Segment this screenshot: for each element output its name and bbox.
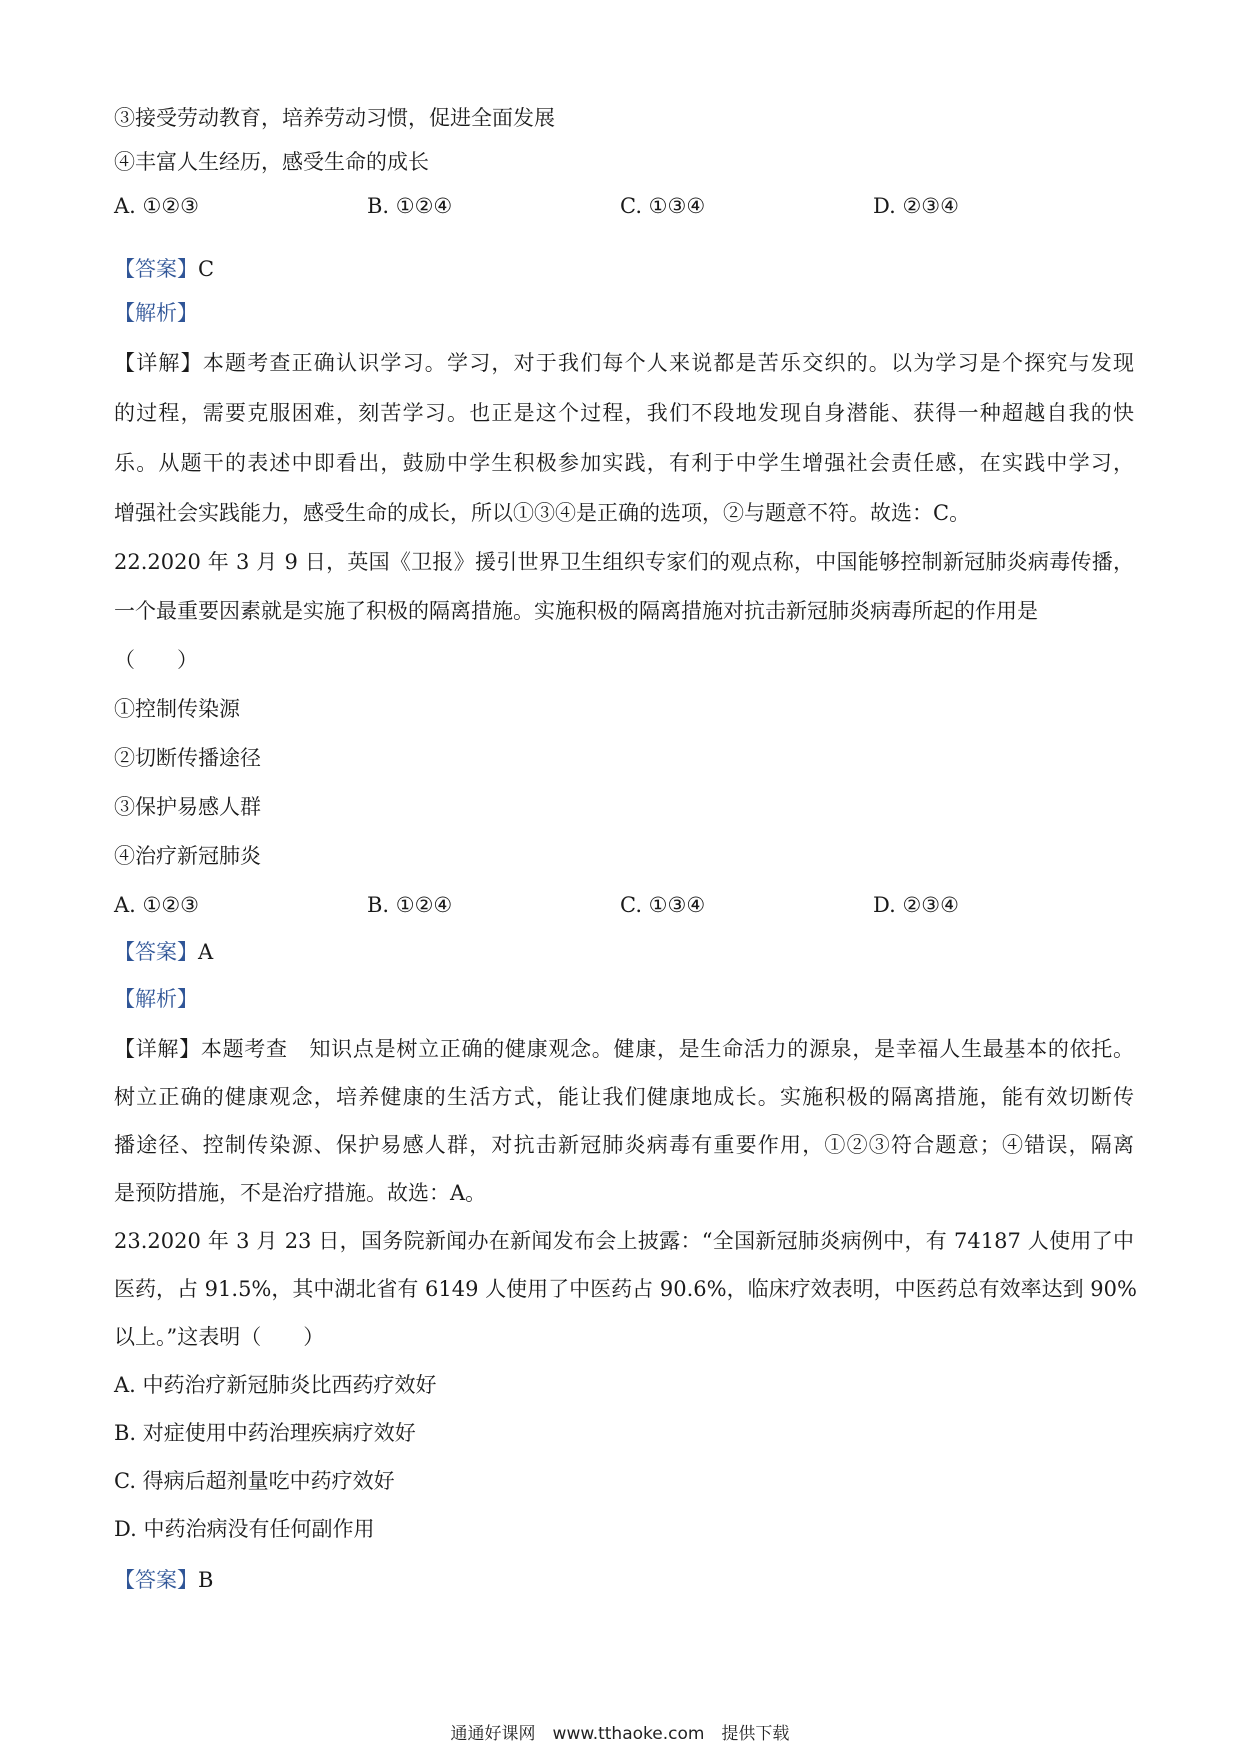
q22-detail-line-1: 【详解】本题考查 知识点是树立正确的健康观念。健康，是生命活力的源泉，是幸福人生最基本的依托。 [114, 1037, 1135, 1061]
q22-option-a: A. ①②③ [114, 893, 199, 917]
q22-item-3: ③保护易感人群 [114, 795, 261, 819]
q23-stem-line-2: 医药，占 91.5%，其中湖北省有 6149 人使用了中医药占 90.6%，临床疗效表明，中医药总有效率达到 90% [114, 1277, 1137, 1301]
answer-tag: 【答案】 [114, 1568, 198, 1592]
q22-stem-line-2: 一个最重要因素就是实施了积极的隔离措施。实施积极的隔离措施对抗击新冠肺炎病毒所起的作用是 [114, 599, 1038, 623]
q21-analysis-heading [114, 298, 1134, 328]
q22-stem-line-3: （ ） [114, 648, 198, 672]
q22-detail-line-3: 播途径、控制传染源、保护易感人群，对抗击新冠肺炎病毒有重要作用，①②③符合题意；④错误，隔离 [114, 1133, 1134, 1157]
analysis-tag: 【解析】 [114, 987, 198, 1011]
detail-tag: 【详解】 [114, 1037, 201, 1061]
q23-option-d: D. 中药治病没有任何副作用 [114, 1517, 375, 1541]
q21-answer [114, 254, 1134, 284]
answer-tag: 【答案】 [114, 940, 198, 964]
q21-option-a: A. ①②③ [114, 194, 199, 218]
analysis-tag: 【解析】 [114, 301, 198, 325]
q23-stem-line-3: 以上。”这表明（ ） [114, 1325, 325, 1349]
q22-analysis-heading [114, 984, 1134, 1014]
q22-option-b: B. ①②④ [367, 893, 453, 917]
q21-detail-line-1: 【详解】本题考查正确认识学习。学习，对于我们每个人来说都是苦乐交织的。以为学习是个探究与发现 [114, 351, 1135, 375]
q22-detail-line-4: 是预防措施，不是治疗措施。故选：A。 [114, 1181, 487, 1205]
q22-option-d: D. ②③④ [873, 893, 959, 917]
answer-value: C [198, 257, 215, 281]
detail-tag: 【详解】 [114, 351, 203, 375]
q22-stem-line-1: 22.2020 年 3 月 9 日，英国《卫报》援引世界卫生组织专家们的观点称，中国能够控制新冠肺炎病毒传播， [114, 550, 1134, 574]
q22-option-c: C. ①③④ [620, 893, 706, 917]
q23-answer [114, 1565, 1134, 1595]
q22-item-2: ②切断传播途径 [114, 746, 261, 770]
q21-option-d: D. ②③④ [873, 194, 959, 218]
q23-option-a: A. 中药治疗新冠肺炎比西药疗效好 [114, 1373, 437, 1397]
q21-option-c: C. ①③④ [620, 194, 706, 218]
q23-option-c: C. 得病后超剂量吃中药疗效好 [114, 1469, 395, 1493]
q21-detail-line-2: 的过程，需要克服困难，刻苦学习。也正是这个过程，我们不段地发现自身潜能、获得一种超越自我的快 [114, 401, 1134, 425]
q21-detail-line-3: 乐。从题干的表述中即看出，鼓励中学生积极参加实践，有利于中学生增强社会责任感，在实践中学习， [114, 451, 1134, 475]
q22-item-1: ①控制传染源 [114, 697, 240, 721]
q21-item-3: ③接受劳动教育，培养劳动习惯，促进全面发展 [114, 106, 555, 130]
q21-item-4: ④丰富人生经历，感受生命的成长 [114, 150, 429, 174]
answer-value: A [198, 940, 214, 964]
q22-item-4: ④治疗新冠肺炎 [114, 844, 261, 868]
page-footer: 通通好课网 www.tthaoke.com 提供下载 [450, 1724, 790, 1744]
answer-tag: 【答案】 [114, 257, 198, 281]
answer-value: B [198, 1568, 214, 1592]
q23-option-b: B. 对症使用中药治理疾病疗效好 [114, 1421, 416, 1445]
q22-detail-line-2: 树立正确的健康观念，培养健康的生活方式，能让我们健康地成长。实施积极的隔离措施，能有效切断传 [114, 1085, 1134, 1109]
q21-detail-line-4: 增强社会实践能力，感受生命的成长，所以①③④是正确的选项，②与题意不符。故选：C。 [114, 501, 971, 525]
q21-option-b: B. ①②④ [367, 194, 453, 218]
q22-answer [114, 937, 1134, 967]
q23-stem-line-1: 23.2020 年 3 月 23 日，国务院新闻办在新闻发布会上披露：“全国新冠肺炎病例中，有 74187 人使用了中 [114, 1229, 1134, 1253]
